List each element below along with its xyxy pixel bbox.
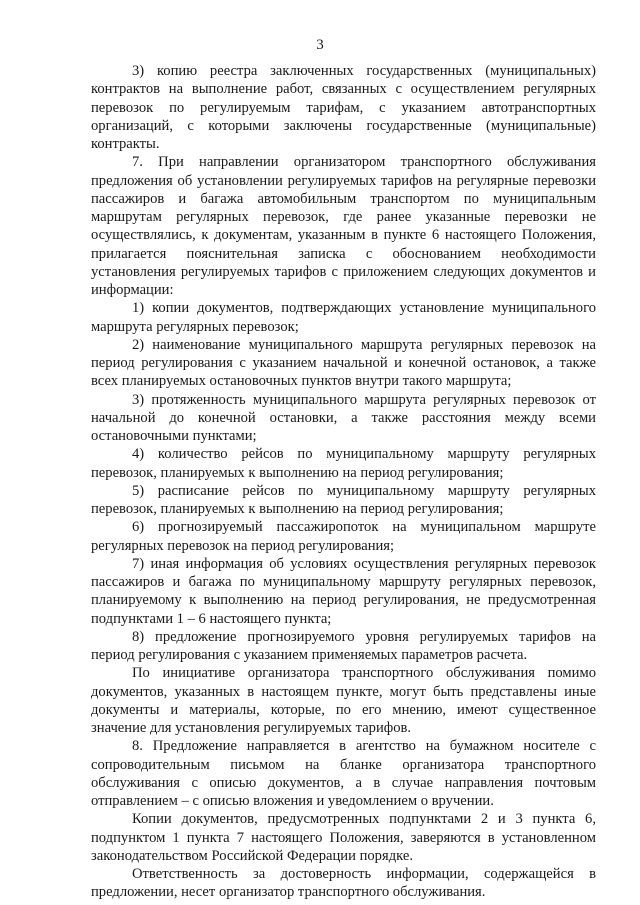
paragraph-contracts-registry: 3) копию реестра заключенных государственных (муниципальных) контрактов на выполнение работ, связанных с осуществлением регулярных перевозок по регулируемым тарифам, с указанием автотранспортных организаций, с которыми заключены государственные (муниципальные) контракты. — [91, 63, 596, 152]
subitem-1: 1) копии документов, подтверждающих установление муниципального маршрута регулярных перевозок; — [91, 300, 596, 335]
page-number: 3 — [316, 37, 324, 53]
subitem-4: 4) количество рейсов по муниципальному маршруту регулярных перевозок, планируемых к выполнению на период регулирования; — [91, 446, 596, 481]
subitem-3: 3) протяженность муниципального маршрута регулярных перевозок от начальной до конечной остановки, а также расстояния между всеми остановочными пунктами; — [91, 391, 596, 444]
subitem-6: 6) прогнозируемый пассажиропоток на муниципальном маршруте регулярных перевозок на период регулирования; — [91, 519, 596, 554]
subitem-5: 5) расписание рейсов по муниципальному маршруту регулярных перевозок, планируемых к выполнению на период регулирования; — [91, 482, 596, 517]
subitem-8: 8) предложение прогнозируемого уровня регулируемых тарифов на период регулирования с указанием применяемых параметров расчета. — [91, 628, 596, 663]
paragraph-certified-copies: Копии документов, предусмотренных подпунктами 2 и 3 пункта 6, подпунктом 1 пункта 7 настоящего Положения, заверяются в установленном законодательством Российской Федерации порядке. — [91, 811, 596, 864]
paragraph-additional-documents: По инициативе организатора транспортного обслуживания помимо документов, указанных в настоящем пункте, могут быть представлены иные документы и материалы, которые, по его мнению, имеют существенное значение для установления регулируемых тарифов. — [91, 665, 596, 736]
paragraph-responsibility: Ответственность за достоверность информации, содержащейся в предложении, несет организатор транспортного обслуживания. — [91, 866, 596, 901]
subitem-2: 2) наименование муниципального маршрута регулярных перевозок на период регулирования с указанием начальной и конечной остановок, а также всех планируемых остановочных пунктов внутри такого маршрута; — [91, 336, 596, 390]
document-body — [91, 62, 596, 902]
paragraph-item-8: 8. Предложение направляется в агентство на бумажном носителе с сопроводительным письмом на бланке организатора транспортного обслуживания с описью документов, а в случае направления почтовым отправлением – с описью вложения и уведомлением о вручении. — [91, 738, 596, 809]
paragraph-item-7: 7. При направлении организатором транспортного обслуживания предложения об установлении регулируемых тарифов на регулярные перевозки пассажиров и багажа автомобильным транспортом по муниципальным маршрутам регулярных перевозок, где ранее указанные перевозки не осуществлялись, к документам, указанным в пункте 6 настоящего Положения, прилагается пояснительная записка с обоснованием необходимости установления регулируемых тарифов с приложением следующих документов и информации: — [91, 154, 596, 298]
subitem-7: 7) иная информация об условиях осуществления регулярных перевозок пассажиров и багажа по муниципальному маршруту регулярных перевозок, планируемому к выполнению на период регулирования, не предусмотренная подпунктами 1 – 6 настоящего пункта; — [91, 555, 596, 627]
